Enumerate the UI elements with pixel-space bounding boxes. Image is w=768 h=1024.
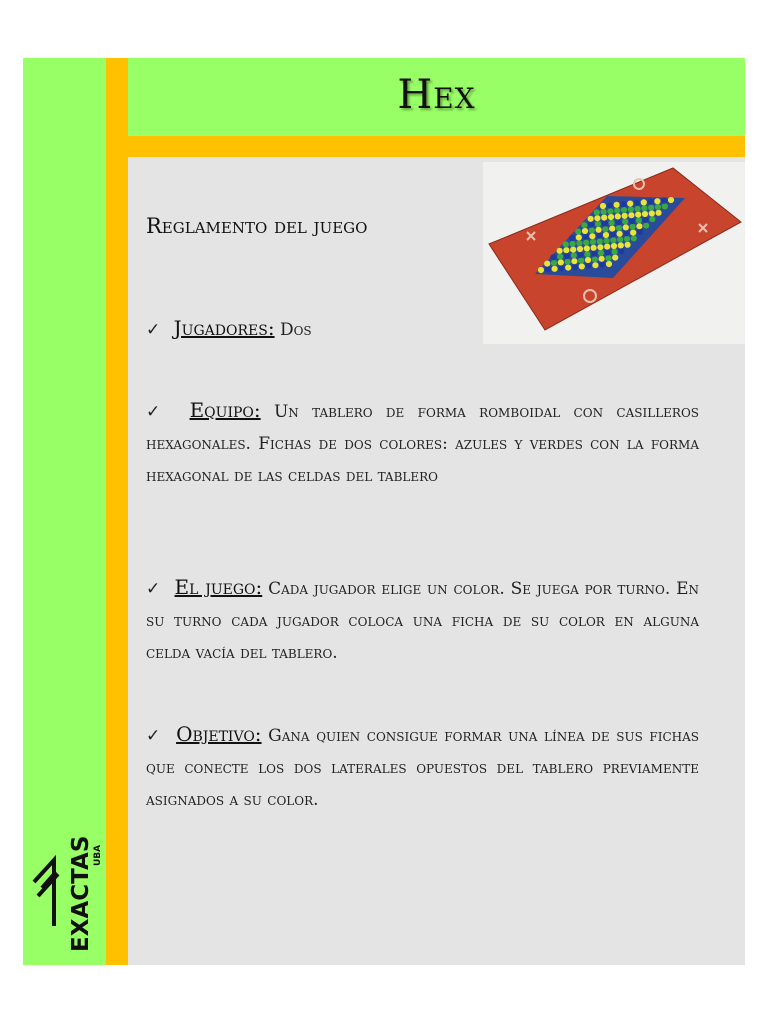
logo-text: EXACTAS [68, 835, 94, 952]
section-label: Objetivo: [176, 722, 262, 746]
orange-vertical-bar [106, 58, 128, 965]
section-jugadores [146, 312, 699, 346]
section-label: Equipo: [189, 398, 261, 422]
check-icon: ✓ [146, 320, 161, 340]
section-el-juego [146, 571, 699, 669]
check-icon: ✓ [146, 579, 161, 599]
orange-horizontal-bar [128, 136, 745, 157]
section-text: Gana quien consigue formar una línea de sus fichas que conecte los dos laterales opuestos del tablero previamente asignados a su color. [146, 726, 700, 810]
section-text: Dos [279, 320, 312, 340]
page-title: Hex [397, 72, 476, 118]
exactas-logo [28, 830, 108, 955]
section-text: Cada jugador elige un color. Se juega por turno. En su turno cada jugador coloca una ficha de su color en alguna celda vacía del tablero. [146, 579, 700, 663]
section-label: Jugadores: [173, 316, 275, 340]
section-equipo [146, 394, 699, 492]
subtitle: Reglamento del juego [146, 214, 368, 238]
check-icon: ✓ [146, 402, 169, 422]
section-label: El juego: [174, 575, 263, 599]
section-objetivo [146, 718, 699, 816]
check-icon: ✓ [146, 726, 162, 746]
header-band [128, 58, 745, 136]
logo-small-text: UBA [93, 844, 103, 866]
left-green-band [23, 58, 106, 965]
section-text: Un tablero de forma romboidal con casilleros hexagonales. Fichas de dos colores: azules y verdes con la forma hexagonal de las celdas del tablero [146, 402, 700, 486]
